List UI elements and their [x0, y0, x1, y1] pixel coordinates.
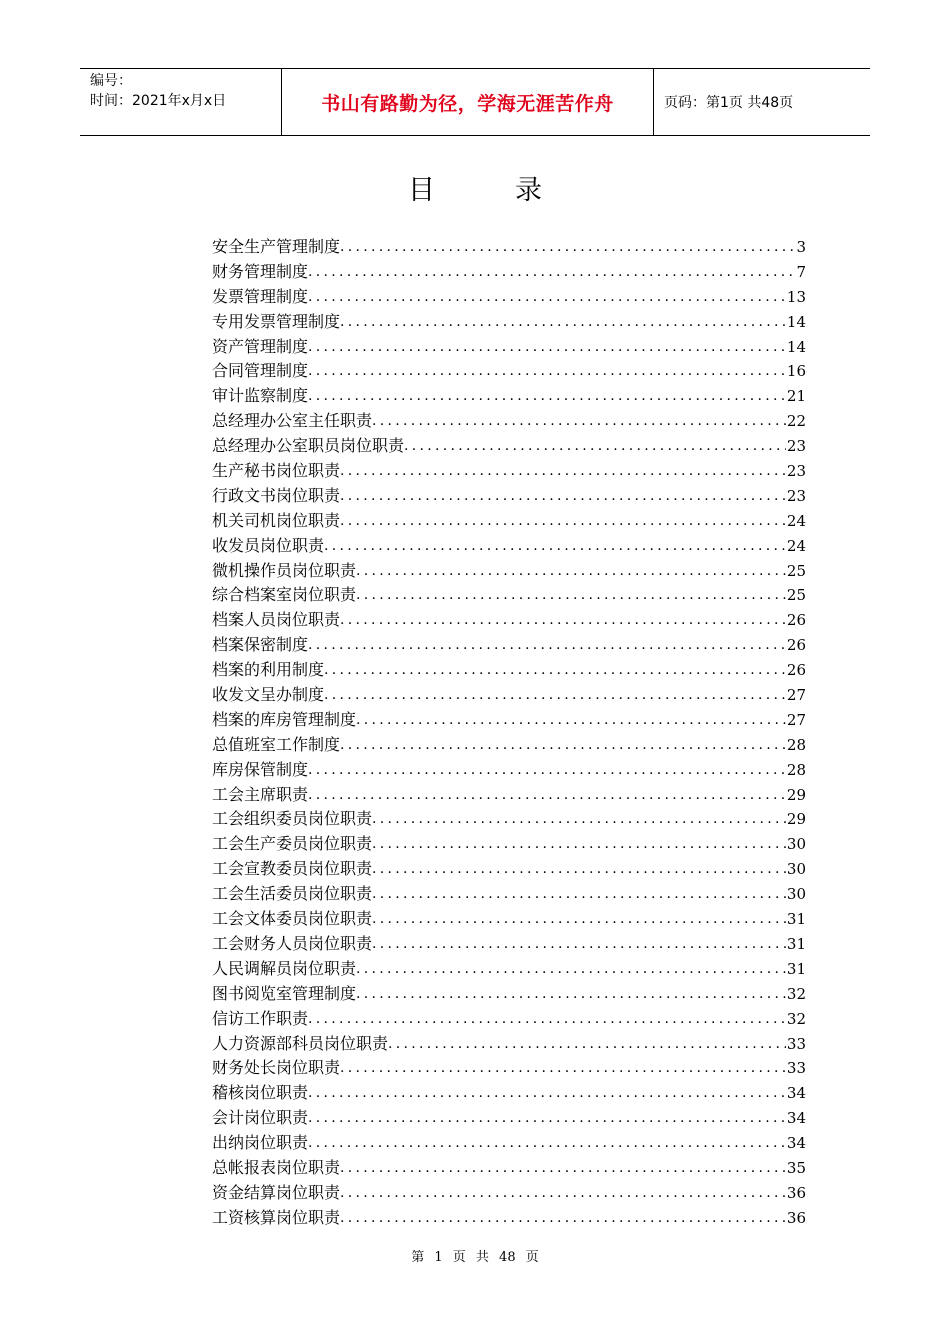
toc-entry-page: 30: [786, 835, 806, 854]
toc-entry-page: 31: [786, 910, 806, 929]
toc-entry-page: 26: [786, 636, 806, 655]
document-time-label: 时间：2021年x月x日: [90, 93, 227, 109]
toc-entry-page: 33: [786, 1034, 806, 1053]
toc-entry-page: 27: [786, 686, 806, 705]
toc-entry[interactable]: [212, 608, 806, 633]
toc-entry[interactable]: [212, 509, 806, 534]
toc-entry[interactable]: [212, 783, 806, 808]
toc-entry-page: 7: [796, 262, 806, 281]
toc-entry-page: 24: [786, 511, 806, 530]
toc-leader-dots: [372, 932, 786, 957]
toc-entry[interactable]: [212, 932, 806, 957]
toc-entry-title: 稽核岗位职责: [212, 1083, 309, 1103]
toc-entry-title: 信访工作职责: [212, 1008, 309, 1028]
toc-entry[interactable]: [212, 484, 806, 509]
toc-leader-dots: [340, 235, 795, 260]
toc-leader-dots: [340, 733, 786, 758]
toc-leader-dots: [308, 783, 786, 808]
toc-entry-title: 综合档案室岗位职责: [212, 585, 357, 605]
header-meta: [80, 69, 282, 135]
toc-leader-dots: [308, 384, 786, 409]
toc-entry[interactable]: [212, 658, 806, 683]
toc-entry-title: 工会生活委员岗位职责: [212, 884, 373, 904]
toc-entry-page: 16: [786, 362, 806, 381]
toc-entry-title: 财务管理制度: [212, 261, 309, 281]
toc-entry-page: 3: [796, 238, 806, 256]
toc-entry-page: 29: [786, 785, 806, 804]
toc-entry[interactable]: [212, 708, 806, 733]
toc-entry-page: 34: [786, 1109, 806, 1128]
toc-entry[interactable]: [212, 758, 806, 783]
toc-entry[interactable]: [212, 832, 806, 857]
toc-leader-dots: [372, 832, 786, 857]
toc-entry-title: 图书阅览室管理制度: [212, 983, 357, 1003]
toc-entry-page: 28: [786, 760, 806, 779]
toc-leader-dots: [308, 1081, 786, 1106]
toc-entry-title: 工会财务人员岗位职责: [212, 933, 373, 953]
toc-entry[interactable]: [212, 633, 806, 658]
toc-entry-title: 收发文呈办制度: [212, 685, 325, 705]
toc-entry-title: 档案的库房管理制度: [212, 709, 357, 729]
toc-entry-page: 24: [786, 536, 806, 555]
toc-entry[interactable]: [212, 882, 806, 907]
toc-entry[interactable]: [212, 733, 806, 758]
toc-leader-dots: [372, 882, 786, 907]
toc-leader-dots: [356, 583, 786, 608]
toc-entry-title: 资产管理制度: [212, 336, 309, 356]
toc-leader-dots: [340, 1206, 786, 1231]
toc-entry-page: 32: [786, 984, 806, 1003]
toc-entry[interactable]: [212, 459, 806, 484]
toc-entry[interactable]: [212, 384, 806, 409]
toc-entry-page: 14: [786, 312, 806, 331]
toc-entry-page: 36: [786, 1183, 806, 1202]
toc-entry[interactable]: [212, 335, 806, 360]
toc-entry[interactable]: [212, 1007, 806, 1032]
toc-entry-title: 档案人员岗位职责: [212, 610, 341, 630]
toc-entry[interactable]: [212, 260, 806, 285]
toc-entry-title: 专用发票管理制度: [212, 311, 341, 331]
toc-entry-title: 出纳岗位职责: [212, 1133, 309, 1153]
toc-entry-page: 34: [786, 1134, 806, 1153]
toc-leader-dots: [372, 857, 786, 882]
toc-entry-page: 23: [786, 486, 806, 505]
toc-entry-title: 合同管理制度: [212, 361, 309, 381]
toc-entry[interactable]: [212, 359, 806, 384]
toc-entry-title: 微机操作员岗位职责: [212, 560, 357, 580]
toc-entry[interactable]: [212, 235, 806, 260]
toc-entry-title: 总经理办公室主任职责: [212, 411, 373, 431]
toc-entry-page: 23: [786, 462, 806, 481]
toc-entry-page: 31: [786, 934, 806, 953]
toc-leader-dots: [356, 708, 786, 733]
toc-entry-title: 工会宣教委员岗位职责: [212, 859, 373, 879]
page-header: [80, 68, 870, 136]
toc-entry-page: 29: [786, 810, 806, 829]
page-footer: 第 1 页 共 48 页: [411, 1250, 539, 1265]
toc-leader-dots: [308, 359, 786, 384]
toc-entry-title: 资金结算岗位职责: [212, 1182, 341, 1202]
toc-leader-dots: [308, 633, 786, 658]
toc-entry[interactable]: [212, 310, 806, 335]
toc-entry-title: 档案的利用制度: [212, 660, 325, 680]
toc-leader-dots: [324, 534, 786, 559]
toc-leader-dots: [340, 459, 786, 484]
toc-entry-page: 14: [786, 337, 806, 356]
toc-entry-page: 32: [786, 1009, 806, 1028]
toc-leader-dots: [308, 285, 786, 310]
toc-leader-dots: [356, 957, 786, 982]
toc-entry[interactable]: [212, 1032, 806, 1057]
toc-entry-title: 行政文书岗位职责: [212, 485, 341, 505]
toc-entry-title: 生产秘书岗位职责: [212, 461, 341, 481]
toc-entry-title: 总帐报表岗位职责: [212, 1157, 341, 1177]
toc-entry-page: 26: [786, 611, 806, 630]
toc-entry[interactable]: [212, 1056, 806, 1081]
toc-entry-title: 工资核算岗位职责: [212, 1207, 341, 1227]
toc-leader-dots: [308, 758, 786, 783]
toc-entry-page: 26: [786, 661, 806, 680]
toc-leader-dots: [340, 484, 786, 509]
toc-entry-page: 25: [786, 561, 806, 580]
header-motto: 书山有路勤为径，学海无涯苦作舟: [282, 69, 654, 135]
toc-entry-page: 27: [786, 710, 806, 729]
toc-entry[interactable]: [212, 285, 806, 310]
toc-leader-dots: [388, 1032, 786, 1057]
toc-entry-title: 人民调解员岗位职责: [212, 958, 357, 978]
header-page-info: 页码：第1页 共48页: [664, 95, 794, 111]
toc-entry[interactable]: [212, 683, 806, 708]
toc-leader-dots: [308, 260, 795, 285]
toc-entry-title: 档案保密制度: [212, 635, 309, 655]
toc-entry-title: 安全生产管理制度: [212, 237, 341, 256]
toc-leader-dots: [340, 608, 786, 633]
toc-leader-dots: [308, 1106, 786, 1131]
toc-entry-title: 财务处长岗位职责: [212, 1058, 341, 1078]
toc-leader-dots: [340, 1181, 786, 1206]
toc-leader-dots: [372, 907, 786, 932]
toc-entry[interactable]: [212, 907, 806, 932]
toc-entry[interactable]: [212, 957, 806, 982]
toc-entry[interactable]: [212, 1081, 806, 1106]
toc-leader-dots: [340, 1156, 786, 1181]
toc-entry-page: 21: [786, 387, 806, 406]
toc-entry[interactable]: [212, 1106, 806, 1131]
toc-entry-page: 28: [786, 735, 806, 754]
toc-entry[interactable]: [212, 534, 806, 559]
toc-leader-dots: [324, 658, 786, 683]
toc-entry[interactable]: [212, 1131, 806, 1156]
toc-entry[interactable]: [212, 434, 806, 459]
toc-entry[interactable]: [212, 982, 806, 1007]
toc-entry-page: 36: [786, 1208, 806, 1227]
toc-leader-dots: [324, 683, 786, 708]
toc-entry-page: 30: [786, 885, 806, 904]
toc-entry-title: 收发员岗位职责: [212, 535, 325, 555]
document-number-label: 编号：: [90, 73, 132, 89]
toc-leader-dots: [308, 335, 786, 360]
toc-entry-title: 总值班室工作制度: [212, 734, 341, 754]
toc-entry[interactable]: [212, 1156, 806, 1181]
toc-entry-title: 审计监察制度: [212, 386, 309, 406]
toc-entry-title: 人力资源部科员岗位职责: [212, 1033, 389, 1053]
toc-entry-page: 23: [786, 437, 806, 456]
toc-leader-dots: [356, 559, 786, 584]
toc-entry-title: 库房保管制度: [212, 759, 309, 779]
toc-entry-title: 会计岗位职责: [212, 1108, 309, 1128]
toc-entry-page: 33: [786, 1059, 806, 1078]
toc-entry-title: 工会文体委员岗位职责: [212, 909, 373, 929]
toc-entry[interactable]: [212, 409, 806, 434]
toc-leader-dots: [372, 409, 786, 434]
toc-entry-page: 35: [786, 1158, 806, 1177]
toc-entry-title: 发票管理制度: [212, 286, 309, 306]
toc-entry[interactable]: [212, 1206, 806, 1231]
toc-entry[interactable]: [212, 857, 806, 882]
toc-leader-dots: [340, 509, 786, 534]
toc-entry[interactable]: [212, 583, 806, 608]
toc-entry-title: 工会组织委员岗位职责: [212, 809, 373, 829]
toc-entry-page: 30: [786, 860, 806, 879]
toc-entry[interactable]: [212, 807, 806, 832]
toc-entry-title: 总经理办公室职员岗位职责: [212, 436, 405, 456]
toc-entry-page: 22: [786, 412, 806, 431]
toc-entry-page: 13: [786, 287, 806, 306]
toc-entry[interactable]: [212, 559, 806, 584]
page-title: 目录: [408, 175, 622, 206]
table-of-contents: [212, 235, 806, 1231]
toc-leader-dots: [404, 434, 786, 459]
toc-entry-page: 25: [786, 586, 806, 605]
toc-leader-dots: [340, 310, 786, 335]
toc-leader-dots: [372, 807, 786, 832]
toc-entry-page: 34: [786, 1084, 806, 1103]
toc-leader-dots: [340, 1056, 786, 1081]
toc-entry-title: 机关司机岗位职责: [212, 510, 341, 530]
toc-leader-dots: [356, 982, 786, 1007]
toc-entry-page: 31: [786, 959, 806, 978]
toc-leader-dots: [308, 1007, 786, 1032]
toc-entry[interactable]: [212, 1181, 806, 1206]
toc-entry-title: 工会主席职责: [212, 784, 309, 804]
toc-entry-title: 工会生产委员岗位职责: [212, 834, 373, 854]
toc-leader-dots: [308, 1131, 786, 1156]
